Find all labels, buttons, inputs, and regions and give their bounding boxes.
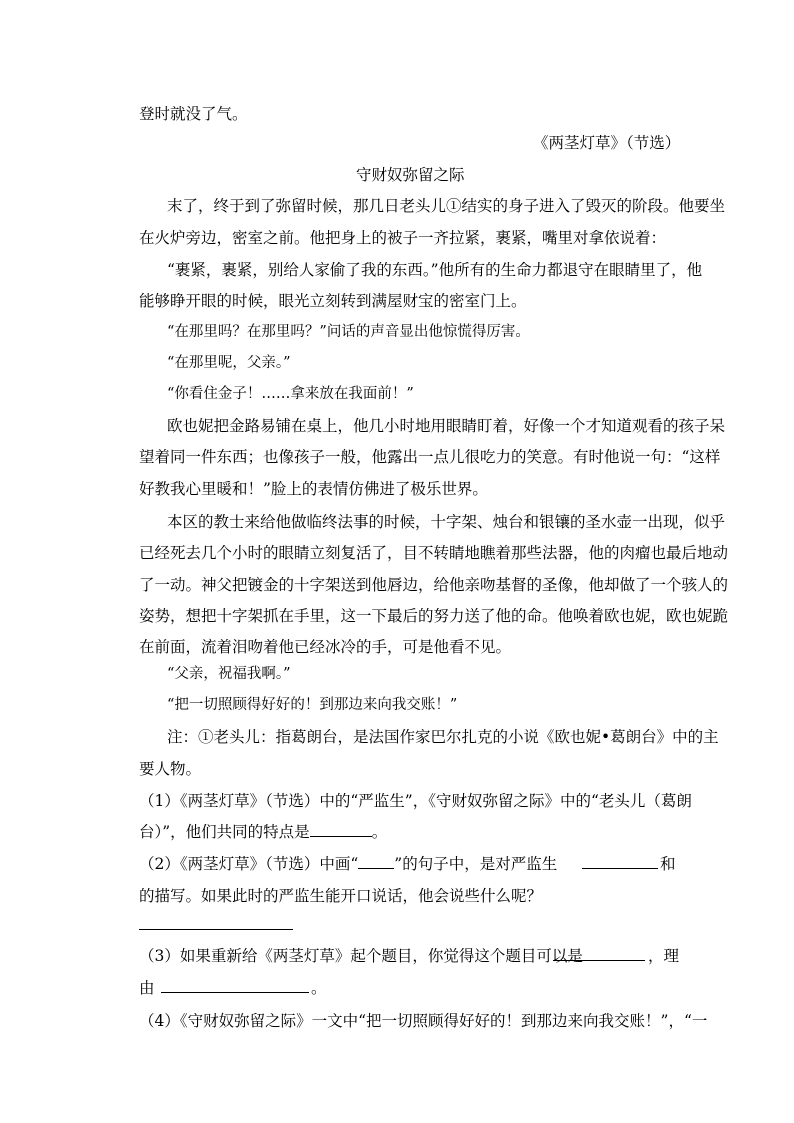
question-3-text: ，理 — [648, 947, 680, 965]
paragraph-line: 望着同一件东西；也像孩子一般，他露出一点儿很吃力的笑意。有时他说一句：“这样 — [139, 448, 721, 466]
source-note: 《两茎灯草》（节选） — [533, 134, 681, 152]
question-1-line — [139, 822, 387, 842]
question-2-text: （2）《两茎灯草》（节选）中画“ — [139, 855, 359, 873]
dialogue-line: “在那里呢，父亲。” — [167, 355, 291, 371]
question-2-text: ”的句子中，是对严监生 — [394, 855, 558, 873]
dialogue-line: “父亲，祝福我啊。” — [167, 666, 291, 682]
question-2-text: 和 — [660, 855, 676, 873]
paragraph-line: 姿势，想把十字架抓在手里，这一下最后的努力送了他的命。他唤着欧也妮，欧也妮跪 — [139, 607, 729, 625]
passage-title: 守财奴弥留之际 — [356, 166, 465, 184]
paragraph-line: 已经死去几个小时的眼睛立刻复活了，目不转睛地瞧着那些法器，他的肉瘤也最后地动 — [139, 544, 729, 562]
question-1-text: 台）”，他们共同的特点是 — [139, 823, 310, 841]
footnote-line: 注：①老头儿：指葛朗台，是法国作家巴尔扎克的小说《欧也妮•葛朗台》中的主 — [167, 728, 719, 746]
paragraph-line: “裹紧，裹紧，别给人家偷了我的东西。”他所有的生命力都退守在眼睛里了，他 — [167, 261, 703, 279]
underline-sample — [358, 854, 394, 869]
question-3-line: （3）如果重新给《两茎灯草》起个题目，你觉得这个题目可以是 — [139, 947, 583, 965]
paragraph-line: 在火炉旁边，密室之前。他把身上的被子一齐拉紧，裹紧，嘴里对拿依说着： — [139, 229, 667, 247]
dialogue-line: “把一切照顾得好好的！到那边来向我交账！” — [167, 697, 458, 713]
paragraph-line: 了一动。神父把镀金的十字架送到他唇边，给他亲吻基督的圣像，他却做了一个骇人的 — [139, 576, 729, 594]
dialogue-line: “在那里吗？在那里吗？”问话的声音显出他惊慌得厉害。 — [167, 324, 530, 340]
question-4-line: （4）《守财奴弥留之际》一文中“把一切照顾得好好的！到那边来向我交账！”，“一 — [139, 1012, 708, 1030]
question-2-line — [139, 854, 557, 874]
paragraph-line: 本区的教士来给他做临终法事的时候，十字架、烛台和银镶的圣水壶一出现，似乎 — [167, 513, 726, 531]
question-2-line: 的描写。如果此时的严监生能开口说话，他会说些什么呢？ — [139, 887, 543, 905]
paragraph-line: 能够睁开眼的时候，眼光立刻转到满屋财宝的密室门上。 — [139, 292, 527, 310]
dialogue-line: “你看住金子！……拿来放在我面前！” — [167, 386, 414, 402]
answer-blank[interactable] — [161, 992, 309, 993]
question-1-end: 。 — [371, 823, 388, 841]
previous-passage-ending: 登时就没了气。 — [139, 105, 248, 123]
paragraph-line: 在前面，流着泪吻着他已经冰冷的手，可是他看不见。 — [139, 638, 512, 656]
answer-blank[interactable] — [582, 868, 658, 869]
paragraph-line: 欧也妮把金路易铺在桌上，他几小时地用眼睛盯着，好像一个才知道观看的孩子呆 — [167, 417, 726, 435]
question-1-line: （1）《两茎灯草》（节选）中的“严监生”，《守财奴弥留之际》中的“老头儿（葛朗 — [139, 792, 692, 810]
answer-line[interactable] — [139, 929, 293, 930]
paragraph-line: 好教我心里暖和！”脸上的表情仿佛进了极乐世界。 — [139, 480, 488, 498]
question-3-text: 由 — [139, 979, 155, 997]
paragraph-line: 末了，终于到了弥留时候，那几日老头儿①结实的身子进入了毁灭的阶段。他要坐 — [167, 197, 726, 215]
question-3-end: 。 — [311, 979, 327, 997]
answer-blank[interactable] — [553, 960, 645, 961]
footnote-line: 要人物。 — [139, 760, 202, 778]
answer-blank[interactable] — [310, 822, 372, 837]
